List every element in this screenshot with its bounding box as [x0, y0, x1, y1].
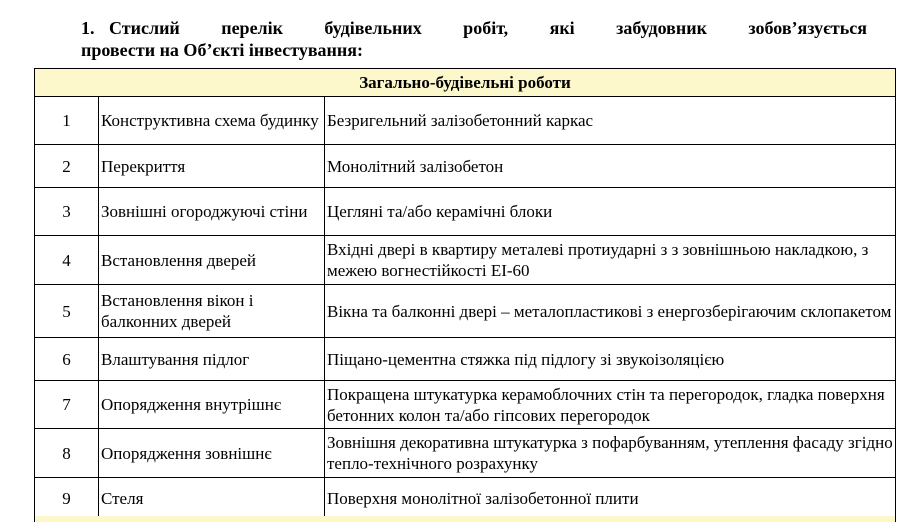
- row-item: Перекриття: [99, 145, 325, 188]
- row-description: Покращена штукатурка керамоблочних стін та перегородок, гладка поверхня бетонних колон та/або гіпсових перегородок: [325, 381, 896, 429]
- table-row: [35, 97, 896, 145]
- row-item: Опорядження внутрішнє: [99, 381, 325, 429]
- row-number: 5: [35, 285, 99, 338]
- row-description: Вікна та балконні двері – металопластикові з енергозберігаючим склопакетом: [325, 285, 896, 338]
- row-item: Стеля: [99, 478, 325, 520]
- row-description: Вхідні двері в квартиру металеві протиударні з з зовнішньою накладкою, з межею вогнестійкості EI-60: [325, 236, 896, 285]
- row-number: 8: [35, 429, 99, 478]
- row-description: Зовнішня декоративна штукатурка з пофарбуванням, утеплення фасаду згідно тепло-технічного розрахунку: [325, 429, 896, 478]
- heading-number: 1.: [81, 18, 95, 38]
- section-title: Загально-будівельні роботи: [35, 69, 896, 97]
- table-row: [35, 188, 896, 236]
- heading-line-1: [81, 17, 867, 39]
- table-row: [35, 236, 896, 285]
- row-description: Піщано-цементна стяжка під підлогу зі звукоізоляцією: [325, 338, 896, 381]
- row-description: Монолітний залізобетон: [325, 145, 896, 188]
- row-description: Безригельний залізобетонний каркас: [325, 97, 896, 145]
- row-number: 1: [35, 97, 99, 145]
- table-row: [35, 478, 896, 520]
- row-number: 7: [35, 381, 99, 429]
- works-table: [34, 68, 896, 520]
- table-row: [35, 381, 896, 429]
- row-number: 9: [35, 478, 99, 520]
- row-number: 4: [35, 236, 99, 285]
- table-row: [35, 145, 896, 188]
- row-item: Влаштування підлог: [99, 338, 325, 381]
- row-item: Конструктивна схема будинку: [99, 97, 325, 145]
- next-section-band: [34, 516, 896, 522]
- row-description: Поверхня монолітної залізобетонної плити: [325, 478, 896, 520]
- row-description: Цегляні та/або керамічні блоки: [325, 188, 896, 236]
- row-item: Встановлення дверей: [99, 236, 325, 285]
- row-item: Опорядження зовнішнє: [99, 429, 325, 478]
- heading-text-line-1: Стислий перелік будівельних робіт, які забудовник зобов’язується: [109, 18, 867, 38]
- heading-text-line-2: провести на Об’єкті інвестування:: [81, 40, 364, 60]
- row-number: 6: [35, 338, 99, 381]
- section-header-row: [35, 69, 896, 97]
- row-number: 2: [35, 145, 99, 188]
- row-number: 3: [35, 188, 99, 236]
- table-row: [35, 429, 896, 478]
- table-row: [35, 338, 896, 381]
- row-item: Зовнішні огороджуючі стіни: [99, 188, 325, 236]
- section-heading: [81, 17, 867, 61]
- row-item: Встановлення вікон і балконних дверей: [99, 285, 325, 338]
- table-row: [35, 285, 896, 338]
